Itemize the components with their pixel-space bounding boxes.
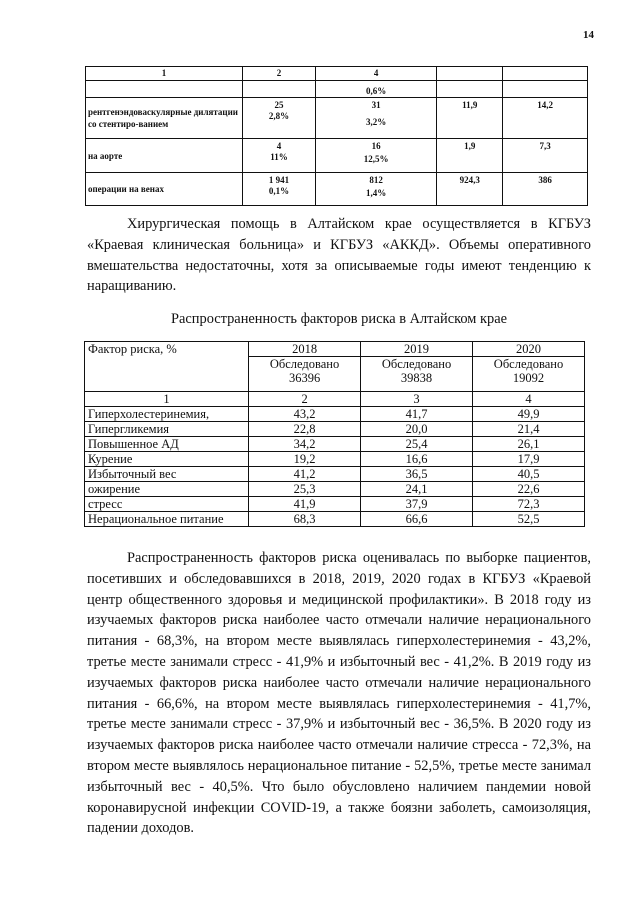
table-cell: 34,2 [249,437,361,452]
header-cell: 1 [86,67,243,81]
table-cell: 1,9 [437,139,503,173]
risk-table-title: Распространенность факторов риска в Алтайском крае [171,311,507,327]
table-cell [243,173,316,206]
number-cell: 3 [361,392,473,407]
cell-value: 31 [371,100,381,110]
risk-factor-name: стресс [85,497,249,512]
table-cell: 25,3 [249,482,361,497]
table-cell: 924,3 [437,173,503,206]
table-cell: 52,5 [473,512,585,527]
table-cell: 21,4 [473,422,585,437]
table-cell: 26,1 [473,437,585,452]
table-cell: 49,9 [473,407,585,422]
year-header: 2019 [361,342,473,357]
table-cell: 20,0 [361,422,473,437]
table-cell: 40,5 [473,467,585,482]
examined-cell: Обследовано 36396 [249,357,361,392]
numbering-row [85,392,585,407]
header-cell: 4 [316,67,437,81]
table-cell: 14,2 [503,98,588,139]
risk-factor-name: Избыточный вес [85,467,249,482]
risk-factor-name: Курение [85,452,249,467]
header-cell: 2 [243,67,316,81]
risk-factor-name: Нерациональное питание [85,512,249,527]
risk-factors-table [84,341,585,527]
number-cell: 4 [473,392,585,407]
examined-cell: Обследовано 19092 [473,357,585,392]
table-cell: 19,2 [249,452,361,467]
table-row [85,512,585,527]
table-cell: 41,7 [361,407,473,422]
table-row [85,407,585,422]
paragraph-risk-analysis [87,548,591,839]
cell-value: 812 [369,175,383,185]
header-cell [437,67,503,81]
table-cell [316,139,437,173]
table-row [85,497,585,512]
table-row [86,173,588,206]
number-cell: 2 [249,392,361,407]
page-number: 14 [583,29,594,41]
table-row [86,98,588,139]
table-cell [243,98,316,139]
table-cell: 41,9 [249,497,361,512]
table-cell: 7,3 [503,139,588,173]
year-header: 2020 [473,342,585,357]
paragraph-text: Хирургическая помощь в Алтайском крае осуществляется в КГБУЗ «Краевая клиническая больница» и КГБУЗ «АККД». Объемы оперативного вмешательства недостаточны, хотя за описываемые годы имеют тенденцию к наращиванию. [87,216,591,295]
risk-factor-name: Повышенное АД [85,437,249,452]
cell-value: 1 941 [268,175,290,185]
cell-value: 25 [274,100,284,110]
paragraph-surgery [87,214,591,297]
table-cell [316,98,437,139]
risk-factor-name: Гипергликемия [85,422,249,437]
table-cell: 22,6 [473,482,585,497]
table-cell: 22,8 [249,422,361,437]
table-cell: 72,3 [473,497,585,512]
table-cell: 25,4 [361,437,473,452]
examined-cell: Обследовано 39838 [361,357,473,392]
paragraph-text: Распространенность факторов риска оценивалась по выборке пациентов, посетивших и обследовавшихся в 2018, 2019, 2020 годах в КГБУЗ «Краевой центр общественного здоровья и медицинской профилактики». В 2018 году из изучаемых факторов риска наиболее часто отмечали наличие нерационального питания - 68,3%, на втором месте выявлялась гиперхолестеринемия - 43,2%, третье месте занимали стресс - 41,9% и избыточный вес - 41,2%. В 2019 году из изучаемых факторов риска наиболее часто отмечали наличие нерационального питания - 66,6%, на втором месте выявлялась гиперхолестеринемия - 41,7%, третье месте занимали стресс - 37,9% и избыточный вес - 36,5%. В 2020 году из изучаемых факторов риска наиболее часто отмечали наличие стресса - 72,3%, на втором месте выявлялось нерациональное питание - 52,5%, третье месте занимал избыточный вес - 40,5%. Что было обусловлено наличием пандемии новой коронавирусной инфекции COVID-19, а также боязни заболеть, самоизоляция, падении доходов. [87,550,591,837]
risk-factor-name: Гиперхолестеринемия, [85,407,249,422]
table-cell: 43,2 [249,407,361,422]
cell-percent: 3,2% [365,117,387,127]
table-cell: 37,9 [361,497,473,512]
table-row [85,422,585,437]
table-row [85,482,585,497]
table-cell [243,139,316,173]
row-label: рентгенэндоваскулярные дилятации со стентиро-ванием [86,98,243,139]
table-row [85,437,585,452]
surgery-table [85,66,588,206]
table-cell [316,173,437,206]
row-label: на аорте [86,139,243,173]
table-row [85,467,585,482]
table-cell: 17,9 [473,452,585,467]
column-header: Фактор риска, % [85,342,249,392]
cell-percent: 1,4% [365,188,387,198]
cell-percent: 0,1% [268,186,290,196]
cell-value: 16 [371,141,381,151]
cell-percent: 11% [270,152,288,162]
table-header-row [86,67,588,81]
table-cell: 386 [503,173,588,206]
row-label: операции на венах [86,173,243,206]
table-cell: 24,1 [361,482,473,497]
cell-percent: 2,8% [268,111,290,121]
table-row [86,81,588,98]
table-header-row [85,342,585,357]
table-cell: 41,2 [249,467,361,482]
table-row [86,139,588,173]
table-cell: 0,6% [316,81,437,98]
table-cell: 16,6 [361,452,473,467]
risk-factor-name: ожирение [85,482,249,497]
table-cell: 68,3 [249,512,361,527]
year-header: 2018 [249,342,361,357]
table-cell: 36,5 [361,467,473,482]
header-cell [503,67,588,81]
cell-value: 4 [276,141,282,151]
table-row [85,452,585,467]
number-cell: 1 [85,392,249,407]
table-cell: 11,9 [437,98,503,139]
cell-percent: 12,5% [363,154,389,164]
table-cell: 66,6 [361,512,473,527]
